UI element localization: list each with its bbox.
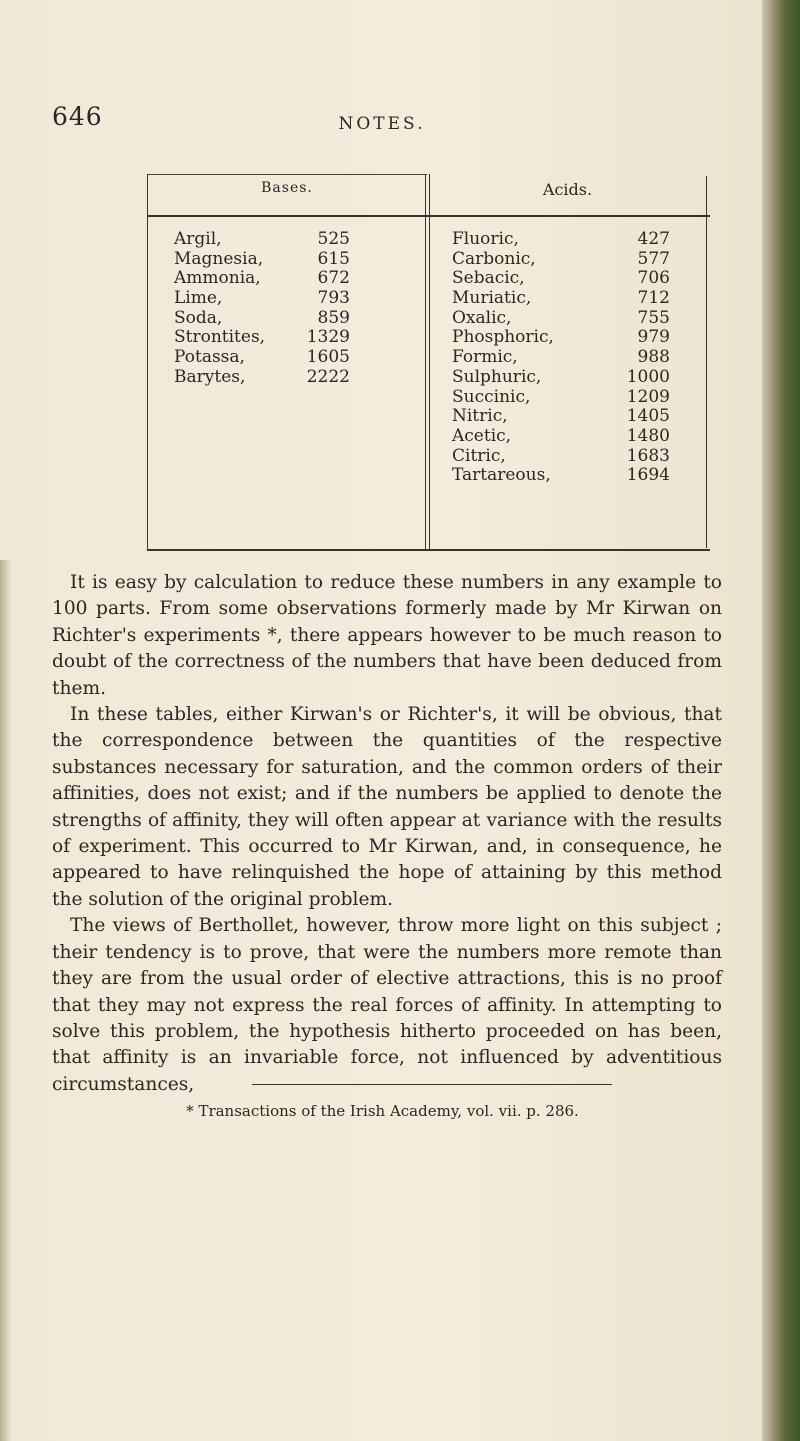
footnote-rule <box>252 1084 612 1085</box>
table-divider <box>425 174 426 550</box>
page-number: 646 <box>52 102 103 131</box>
acid-name: Muriatic, <box>452 288 532 309</box>
base-value: 1329 <box>306 327 350 348</box>
acid-name: Citric, <box>452 445 506 466</box>
acid-value: 577 <box>637 248 670 269</box>
base-value: 2222 <box>306 366 350 387</box>
table-left-border <box>147 174 148 550</box>
table-top-rule <box>147 174 427 175</box>
base-value: 525 <box>317 229 350 249</box>
base-name: Argil, <box>174 229 222 249</box>
footnote: * Transactions of the Irish Academy, vol. vii. p. 286. <box>186 1102 579 1120</box>
paragraph: The views of Berthollet, however, throw more light on this subject ; their tendency is to prove, that were the numbers more remote than they are from the usual order of elective attractions, this is no proof that they may not express the real forces of affinity. In attempting to solve this problem, the hypothesis hitherto proceeded on has been, that affinity is an invariable force, not influenced by adventitious circumstances, <box>52 915 722 1095</box>
bases-heading: Bases. <box>261 180 313 196</box>
acids-name-column <box>452 230 554 486</box>
base-name: Strontites, <box>174 327 266 348</box>
base-name: Magnesia, <box>174 248 264 269</box>
acid-value: 1209 <box>626 386 670 407</box>
acids-value-column <box>600 230 670 486</box>
acid-name: Formic, <box>452 347 518 368</box>
acid-value: 427 <box>637 229 670 249</box>
base-name: Ammonia, <box>174 268 261 289</box>
base-value: 615 <box>317 248 350 269</box>
acid-value: 706 <box>637 268 670 289</box>
acid-value: 712 <box>637 288 670 309</box>
table-divider <box>429 174 430 550</box>
base-value: 672 <box>317 268 350 289</box>
acid-value: 979 <box>637 327 670 348</box>
acids-heading: Acids. <box>542 180 593 199</box>
acid-name: Oxalic, <box>452 307 512 328</box>
acid-name: Succinic, <box>452 386 531 407</box>
acid-name: Phosphoric, <box>452 327 554 348</box>
acid-value: 755 <box>637 307 670 328</box>
acid-value: 1480 <box>626 425 670 446</box>
acid-value: 988 <box>637 347 670 368</box>
acid-name: Sebacic, <box>452 268 525 289</box>
base-name: Soda, <box>174 307 223 328</box>
acid-name: Carbonic, <box>452 248 536 269</box>
base-name: Barytes, <box>174 366 246 387</box>
base-name: Lime, <box>174 288 223 309</box>
acid-name: Acetic, <box>452 425 512 446</box>
bases-name-column <box>174 230 265 388</box>
base-name: Potassa, <box>174 347 245 368</box>
running-head: NOTES. <box>338 114 426 134</box>
body-text <box>52 570 722 1098</box>
acid-value: 1683 <box>626 445 670 466</box>
acid-name: Sulphuric, <box>452 366 542 387</box>
base-value: 793 <box>317 288 350 309</box>
base-value: 859 <box>317 307 350 328</box>
paragraph: It is easy by calculation to reduce these numbers in any example to 100 parts. From some observations formerly made by Mr Kirwan on Richter's experiments *, there appears however to be much reason to doubt of the correctness of the numbers that have been deduced from them. <box>52 572 722 699</box>
acid-name: Nitric, <box>452 406 508 427</box>
acid-name: Fluoric, <box>452 229 519 249</box>
bases-value-column <box>270 230 350 388</box>
acid-value: 1000 <box>626 366 670 387</box>
book-edge <box>762 0 800 1441</box>
page-shadow <box>0 560 12 1441</box>
paragraph: In these tables, either Kirwan's or Richter's, it will be obvious, that the correspondence between the quantities of the respective substances necessary for saturation, and the common orders of their affinities, does not exist; and if the numbers be applied to denote the strengths of affinity, they will often appear at variance with the results of experiment. This occurred to Mr Kirwan, and, in consequence, he appeared to have relinquished the hope of attaining by this method the solution of the original problem. <box>52 704 722 910</box>
acid-value: 1694 <box>626 465 670 486</box>
acid-value: 1405 <box>626 406 670 427</box>
base-value: 1605 <box>306 347 350 368</box>
table-right-border <box>706 176 707 548</box>
acid-name: Tartareous, <box>452 465 551 486</box>
